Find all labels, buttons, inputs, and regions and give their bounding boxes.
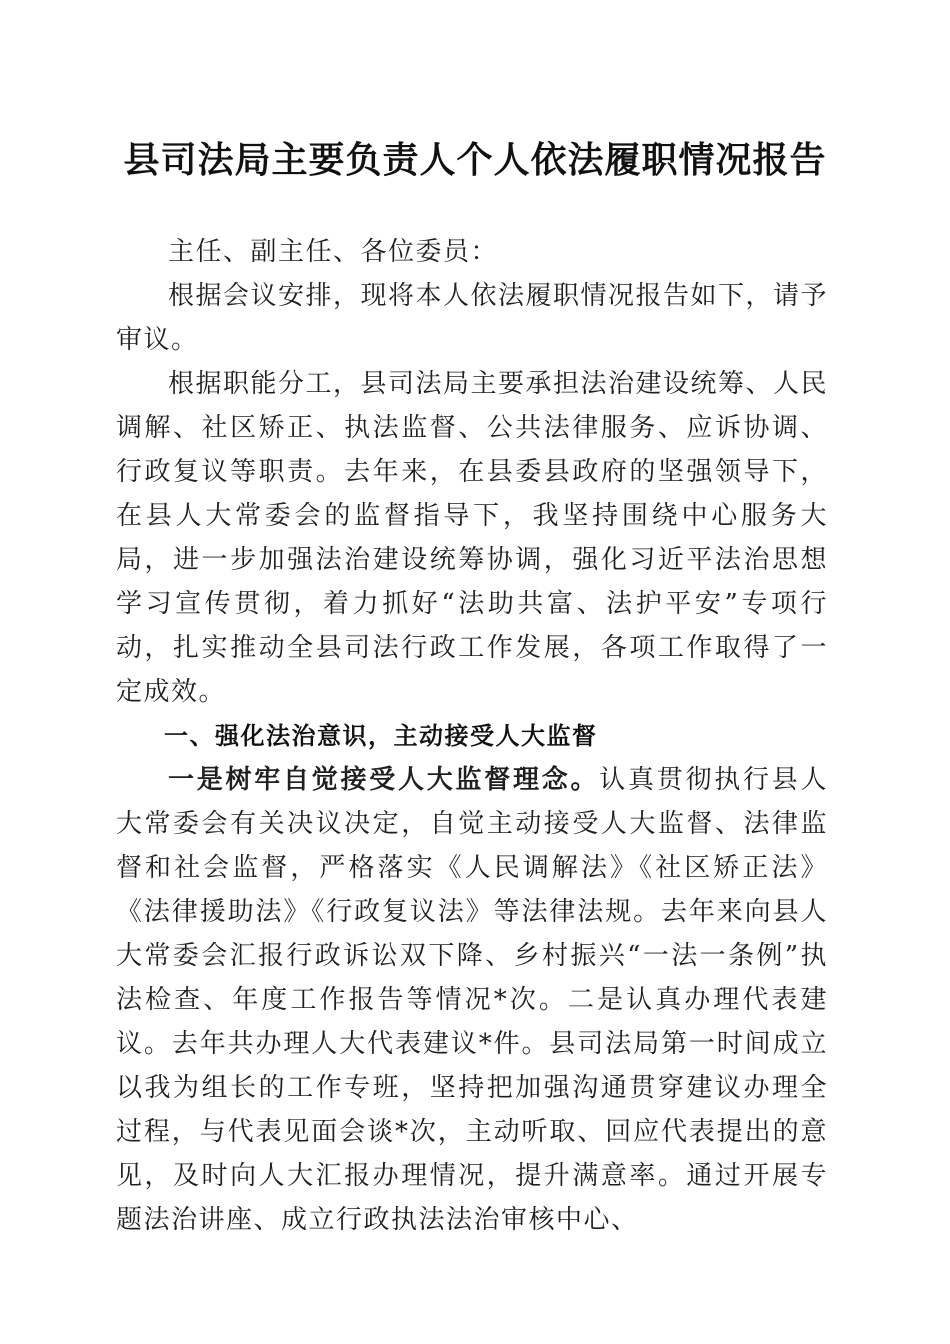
overview-paragraph: 根据职能分工，县司法局主要承担法治建设统筹、人民调解、社区矫正、执法监督、公共法律服务、应诉协调、行政复议等职责。去年来，在县委县政府的坚强领导下，在县人大常委会的监督指导下，我坚持围绕中心服务大局，进一步加强法治建设统筹协调，强化习近平法治思想学习宣传贯彻，着力抓好“法助共富、法护平安”专项行动，扎实推动全县司法行政工作发展，各项工作取得了一定成效。 <box>116 369 829 707</box>
document-body <box>116 230 828 1242</box>
paragraph-text: 认真贯彻执行县人大常委会有关决议决定，自觉主动接受人大监督、法律监督和社会监督，严格落实《人民调解法》《社区矫正法》《法律援助法》《行政复议法》等法律法规。去年来向县人大常委会汇报行政诉讼双下降、乡村振兴“一法一条例”执法检查、年度工作报告等情况*次。二是认真办理代表建议。去年共办理人大代表建议*件。县司法局第一时间成立以我为组长的工作专班，坚持把加强沟通贯穿建议办理全过程，与代表见面会谈*次，主动听取、回应代表提出的意见，及时向人大汇报办理情况，提升满意率。通过开展专题法治讲座、成立行政执法法治审核中心、 <box>116 765 828 1235</box>
section-heading: 一、强化法治意识，主动接受人大监督 <box>164 722 598 750</box>
document-title: 县司法局主要负责人个人依法履职情况报告 <box>123 139 827 181</box>
intro-paragraph: 根据会议安排，现将本人依法履职情况报告如下，请予审议。 <box>116 281 829 355</box>
section-paragraph <box>116 758 828 1242</box>
salutation: 主任、副主任、各位委员： <box>168 237 499 267</box>
paragraph-lead: 一是树牢自觉接受人大监督理念。 <box>168 765 600 795</box>
